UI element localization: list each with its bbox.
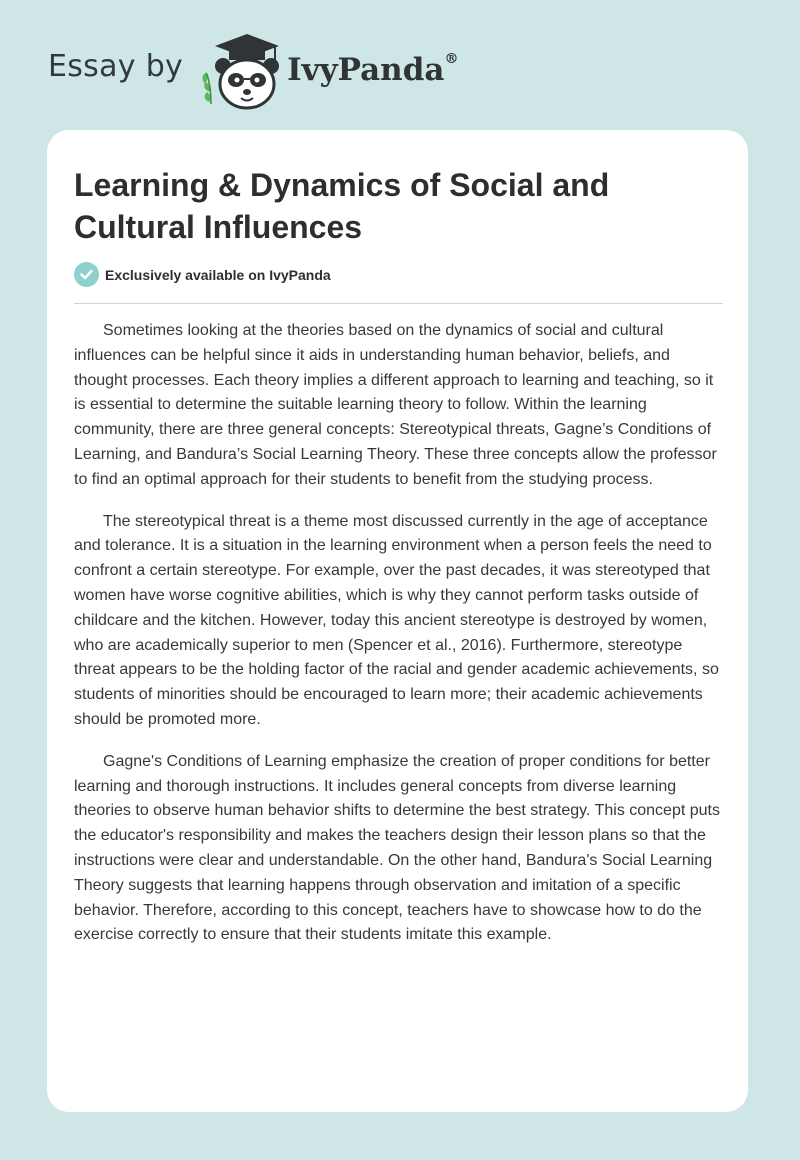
exclusive-badge	[74, 262, 331, 287]
exclusive-badge-label: Exclusively available on IvyPanda	[105, 266, 331, 283]
panda-mascot-icon	[197, 32, 283, 112]
check-icon	[74, 262, 99, 287]
paragraph: The stereotypical threat is a theme most discussed currently in the age of acceptance and tolerance. It is a situation in the learning environment when a person feels the need to confront a certain stereotype. For example, over the past decades, it was stereotyped that women have worse cognitive abilities, which is why they cannot perform tasks outside of childcare and the kitchen. However, today this ancient stereotype is destroyed by women, who are academically superior to men (Spencer et al., 2016). Furthermore, stereotype threat appears to be the holding factor of the racial and gender academic achievements, so students of minorities should be encouraged to learn more; their academic achievements should be promoted more.	[74, 512, 719, 728]
paragraph: Sometimes looking at the theories based on the dynamics of social and cultural influences can be helpful since it aids in understanding human behavior, beliefs, and thought processes. Each theory implies a different approach to learning and teaching, so it is essential to determine the suitable learning theory to follow. Within the learning community, there are three general concepts: Stereotypical threats, Gagne’s Conditions of Learning, and Bandura’s Social Learning Theory. These three concepts allow the professor to find an optimal approach for their students to benefit from the studying process.	[74, 322, 717, 488]
site-header	[48, 32, 459, 112]
paragraph: Gagne's Conditions of Learning emphasize the creation of proper conditions for better learning and thorough instructions. It includes general concepts from diverse learning theories to observe human behavior shifts to determine the best strategy. This concept puts the educator's responsibility and makes the teachers design their lesson plans so that the instructions were clear and understandable. On the other hand, Bandura's Social Learning Theory suggests that learning happens through observation and imitation of a specific behavior. Therefore, according to this concept, teachers have to showcase how to do the exercise correctly to ensure that their students imitate this example.	[74, 752, 720, 944]
brand-name: IvyPanda®	[287, 50, 459, 88]
divider	[74, 303, 723, 304]
essay-body	[74, 319, 722, 965]
registered-mark: ®	[444, 50, 459, 67]
essay-by-label: Essay by	[48, 48, 184, 84]
essay-card	[47, 130, 748, 1112]
page-title: Learning & Dynamics of Social and Cultural Influences	[74, 167, 610, 245]
ivypanda-logo[interactable]	[197, 32, 458, 112]
